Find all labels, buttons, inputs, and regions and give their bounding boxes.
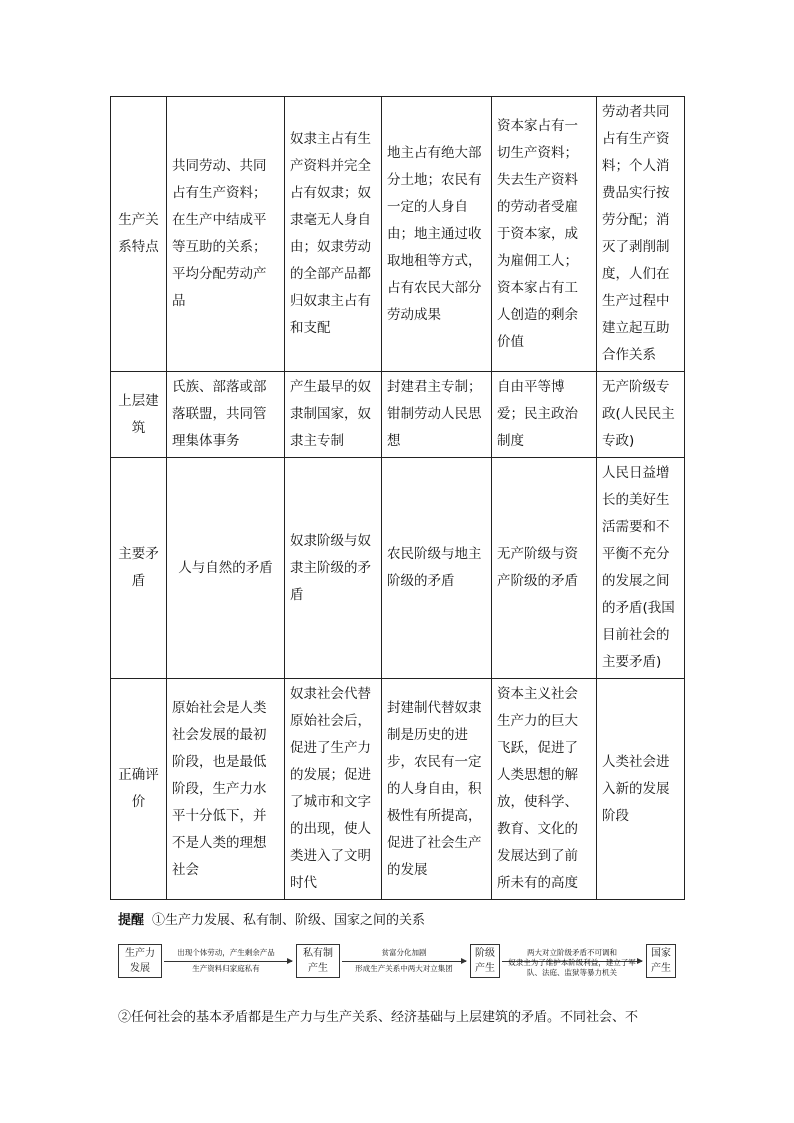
table-cell: 奴隶主占有生产资料并完全占有奴隶；奴隶毫无人身自由；奴隶劳动的全部产品都归奴隶主占有和支配	[285, 97, 382, 372]
table-cell: 封建制代替奴隶制是历史的进步，农民有一定的人身自由，积极性有所提高，促进了社会生产的发展	[382, 679, 492, 900]
flow-arrow-label-bottom: 形成生产关系中两大对立集团	[355, 964, 453, 973]
row-head-superstructure: 上层建筑	[111, 372, 167, 458]
table-cell: 地主占有绝大部分土地；农民有一定的人身自由；地主通过收取地租等方式，占有农民大部分劳动成果	[382, 97, 492, 372]
flow-arrow-label-top: 出现个体劳动，产生剩余产品	[177, 948, 275, 957]
table-cell: 原始社会是人类社会发展的最初阶段，也是最低阶段，生产力水平十分低下，并不是人类的理想社会	[167, 679, 285, 900]
society-comparison-table	[110, 96, 685, 900]
table-cell: 无产阶级专政(人民民主专政)	[597, 372, 685, 458]
flow-arrow	[164, 961, 292, 962]
table-cell: 人与自然的矛盾	[167, 458, 285, 679]
flow-arrow-label-top: 贫富分化加剧	[381, 948, 427, 957]
table-row	[111, 97, 685, 372]
flow-box-class: 阶级产生	[470, 944, 500, 978]
table-row	[111, 372, 685, 458]
flow-box-private-ownership: 私有制产生	[296, 944, 340, 978]
flow-arrow-label-bottom: 生产资料归家庭私有	[192, 964, 260, 973]
reminder-label: 提醒	[118, 913, 145, 928]
table-cell: 奴隶社会代替原始社会后，促进了生产力的发展；促进了城市和文字的出现，使人类进入了文明时代	[285, 679, 382, 900]
table-cell: 产生最早的奴隶制国家，奴隶主专制	[285, 372, 382, 458]
row-head-relations: 生产关系特点	[111, 97, 167, 372]
flow-arrow-label-top: 两大对立阶级矛盾不可调和	[527, 948, 617, 957]
table-cell: 无产阶级与资产阶级的矛盾	[492, 458, 597, 679]
table-cell: 人民日益增长的美好生活需要和不平衡不充分的发展之间的矛盾(我国目前社会的主要矛盾)	[597, 458, 685, 679]
table-cell: 封建君主专制；钳制劳动人民思想	[382, 372, 492, 458]
table-cell: 农民阶级与地主阶级的矛盾	[382, 458, 492, 679]
table-cell: 劳动者共同占有生产资料；个人消费品实行按劳分配；消灭了剥削制度，人们在生产过程中建立起互助合作关系	[597, 97, 685, 372]
table-cell: 资本主义社会生产力的巨大飞跃，促进了人类思想的解放，使科学、教育、文化的发展达到了前所未有的高度	[492, 679, 597, 900]
table-row	[111, 458, 685, 679]
flow-arrow	[342, 961, 466, 962]
table-row	[111, 679, 685, 900]
reminder-line	[118, 909, 425, 928]
reminder-text: ①生产力发展、私有制、阶级、国家之间的关系	[152, 913, 426, 928]
table-cell: 资本家占有一切生产资料；失去生产资料的劳动者受雇于资本家，成为雇佣工人；资本家占有工人创造的剩余价值	[492, 97, 597, 372]
row-head-evaluation: 正确评价	[111, 679, 167, 900]
table-cell: 自由平等博爱；民主政治制度	[492, 372, 597, 458]
table-cell: 氏族、部落或部落联盟，共同管理集体事务	[167, 372, 285, 458]
paragraph-basic-contradiction: ②任何社会的基本矛盾都是生产力与生产关系、经济基础与上层建筑的矛盾。不同社会、不	[118, 1010, 639, 1025]
relation-flow-diagram	[118, 944, 678, 980]
row-head-contradiction: 主要矛盾	[111, 458, 167, 679]
flow-arrow-label-bottom: 奴隶主为了维护本阶级利益，建立了军队、法庭、监狱等暴力机关	[508, 958, 636, 977]
table-cell: 人类社会进入新的发展阶段	[597, 679, 685, 900]
table-cell: 共同劳动、共同占有生产资料；在生产中结成平等互助的关系；平均分配劳动产品	[167, 97, 285, 372]
table-cell: 奴隶阶级与奴隶主阶级的矛盾	[285, 458, 382, 679]
flow-box-productivity: 生产力发展	[118, 944, 162, 978]
flow-box-state: 国家产生	[646, 944, 676, 978]
